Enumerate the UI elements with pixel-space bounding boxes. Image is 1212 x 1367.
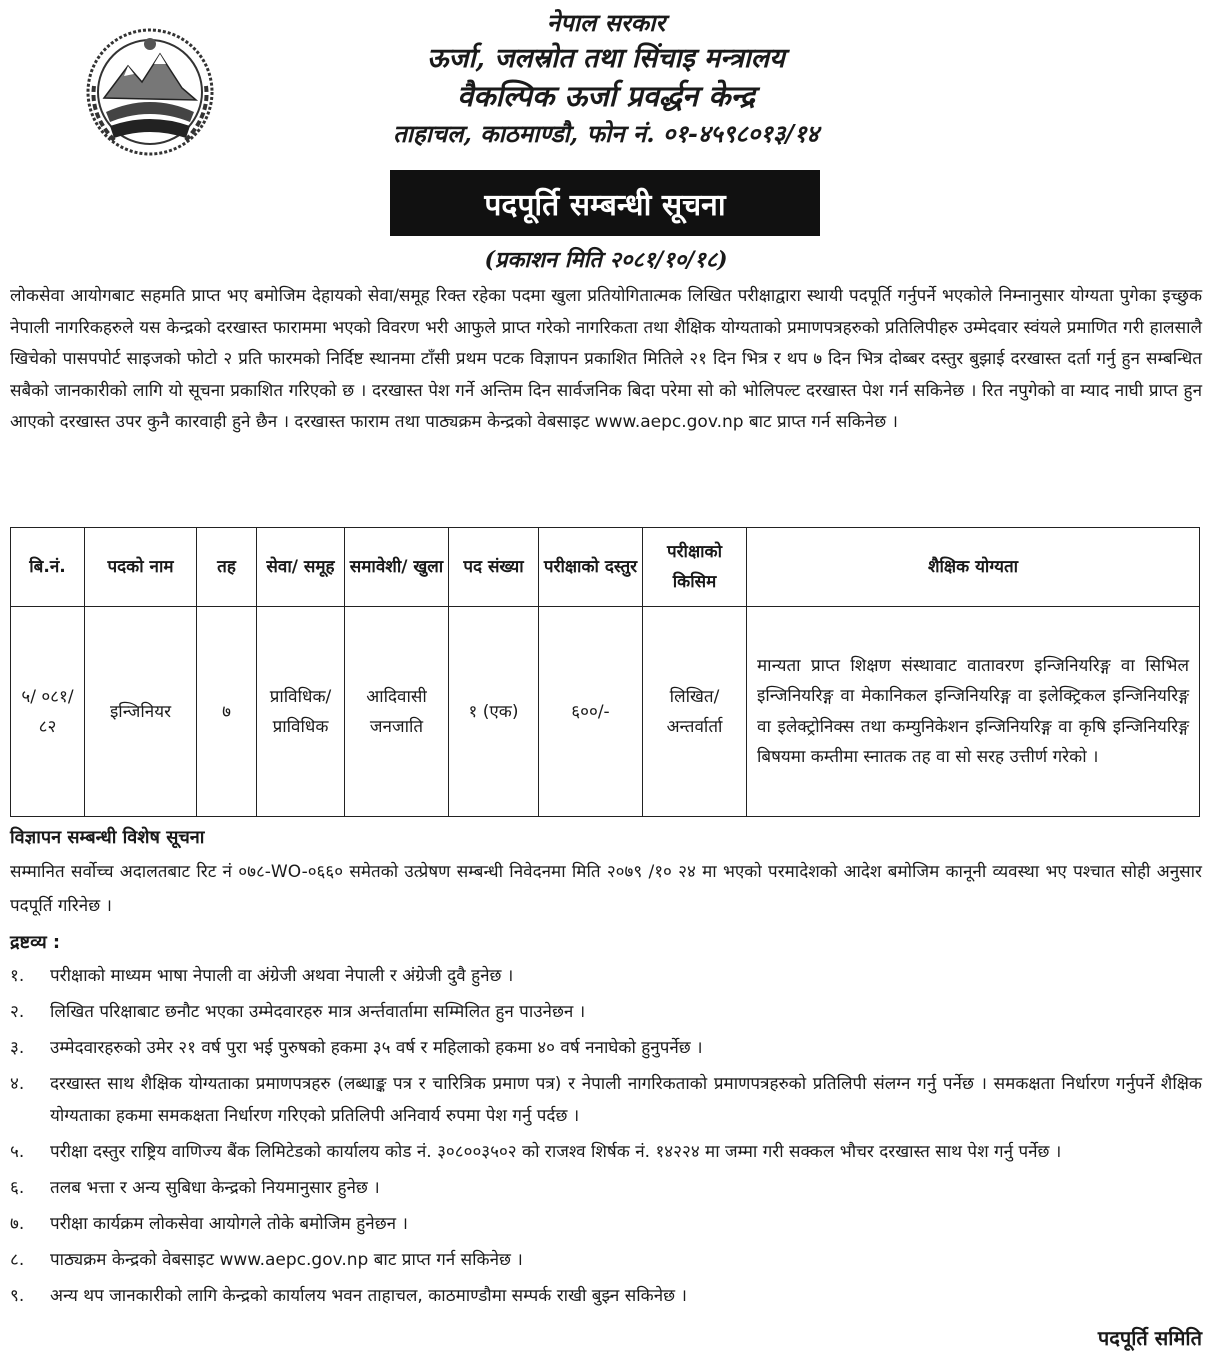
note-number: ८. bbox=[10, 1250, 25, 1270]
note-text: परीक्षा दस्तुर राष्ट्रिय वाणिज्य बैंक लिमिटेडको कार्यालय कोड नं. ३०८००३५०२ को राजश्व शिर्षक नं. १४२२४ मा जम्मा गरी सक्कल भौचर दरखास्त साथ पेश गर्नु पर्नेछ । bbox=[50, 1142, 1062, 1162]
cell-qualification: मान्यता प्राप्त शिक्षण संस्थावाट वातावरण इन्जिनियरिङ्ग वा सिभिल इन्जिनियरिङ्ग वा मेकानिकल इन्जिनियरिङ्ग वा इलेक्ट्रिकल इन्जिनियरिङ्ग वा इलेक्ट्रोनिक्स तथा कम्युनिकेशन इन्जिनियरिङ्ग वा कृषि इन्जिनियरिङ्ग बिषयमा कम्तीमा स्नातक तह वा सो सरह उत्तीर्ण गरेको । bbox=[747, 607, 1200, 817]
header-positions: पद संख्या bbox=[449, 528, 539, 607]
header-service: सेवा/ समूह bbox=[257, 528, 345, 607]
header-level: तह bbox=[197, 528, 257, 607]
notes-list bbox=[10, 960, 1202, 1316]
list-item bbox=[10, 1208, 1202, 1240]
special-notice-text: सम्मानित सर्वोच्च अदालतबाट रिट नं ०७८-WO-०६६० समेतको उत्प्रेषण सम्बन्धी निवेदनमा मिति २०७९ /१० २४ मा भएको परमादेशको आदेश बमोजिम कानूनी व्यवस्था भए पश्चात सोही अनुसार पदपूर्ति गरिनेछ । bbox=[10, 862, 1202, 916]
note-number: ५. bbox=[10, 1142, 25, 1162]
list-item bbox=[10, 996, 1202, 1028]
table-header-row bbox=[11, 528, 1200, 607]
note-text: दरखास्त साथ शैक्षिक योग्यताका प्रमाणपत्रहरु (लब्धाङ्क पत्र र चारित्रिक प्रमाण पत्र) र नेपाली नागरिकताको प्रमाणपत्रहरुको प्रतिलिपी संलग्न गर्नु पर्नेछ । समकक्षता निर्धारण गर्नुपर्ने शैक्षिक योग्यताका हकमा समकक्षता निर्धारण गरिएको प्रतिलिपी अनिवार्य रुपमा पेश गर्नु पर्दछ । bbox=[50, 1074, 1202, 1126]
note-text: लिखित परिक्षाबाट छनौट भएका उम्मेदवारहरु मात्र अर्न्तवार्तामा सम्मिलित हुन पाउनेछन । bbox=[50, 1002, 586, 1022]
notice-title-text: पदपूर्ति सम्बन्धी सूचना bbox=[484, 187, 726, 223]
header-sn: बि.नं. bbox=[11, 528, 85, 607]
ministry-name: ऊर्जा, जलस्रोत तथा सिंचाइ मन्त्रालय bbox=[427, 43, 785, 74]
note-number: ९. bbox=[10, 1286, 25, 1306]
cell-post-name: इन्जिनियर bbox=[85, 607, 197, 817]
list-item bbox=[10, 960, 1202, 992]
note-number: ६. bbox=[10, 1178, 25, 1198]
header-inclusion: समावेशी/ खुला bbox=[345, 528, 449, 607]
table-row bbox=[11, 607, 1200, 817]
note-text: परीक्षा कार्यक्रम लोकसेवा आयोगले तोके बमोजिम हुनेछन । bbox=[50, 1214, 408, 1234]
vacancy-table bbox=[10, 527, 1200, 817]
cell-level: ७ bbox=[197, 607, 257, 817]
special-notice-title: विज्ञापन सम्बन्धी विशेष सूचना bbox=[10, 827, 205, 848]
header-qualification: शैक्षिक योग्यता bbox=[747, 528, 1200, 607]
header-exam-fee: परीक्षाको दस्तुर bbox=[539, 528, 643, 607]
notice-intro-paragraph: लोकसेवा आयोगबाट सहमति प्राप्त भए बमोजिम देहायको सेवा/समूह रिक्त रहेका पदमा खुला प्रतियोगितात्मक लिखित परीक्षाद्वारा स्थायी पदपूर्ति गर्नुपर्ने भएकोले निम्नानुसार योग्यता पुगेका इच्छुक नेपाली नागरिकहरुले यस केन्द्रको दरखास्त फाराममा भएको विवरण भरी आफुले प्राप्त गरेको नागरिकता तथा शैक्षिक योग्यताको प्रमाणपत्रहरुको प्रतिलिपीहरु उम्मेदवार स्वंयले प्रमाणित गरी हालसालै खिचेको पासपपोर्ट साइजको फोटो २ प्रति फारमको निर्दिष्ट स्थानमा टाँसी प्रथम पटक विज्ञापन प्रकाशित मितिले २१ दिन भित्र र थप ७ दिन भित्र दोब्बर दस्तुर बुझाई दरखास्त दर्ता गर्नु हुन सम्बन्धित सबैको जानकारीको लागि यो सूचना प्रकाशित गरिएको छ । दरखास्त पेश गर्ने अन्तिम दिन सार्वजनिक बिदा परेमा सो को भोलिपल्ट दरखास्त पेश गर्न सकिनेछ । रित नपुगेको वा म्याद नाघी प्राप्त हुन आएको दरखास्त उपर कुनै कारवाही हुने छैन । दरखास्त फाराम तथा पाठ्यक्रम केन्द्रको वेबसाइट www.aepc.gov.np बाट प्राप्त गर्न सकिनेछ । bbox=[10, 286, 1202, 432]
cell-service: प्राविधिक/ प्राविधिक bbox=[257, 607, 345, 817]
organization-name: वैकल्पिक ऊर्जा प्रवर्द्धन केन्द्र bbox=[457, 79, 755, 113]
note-text: पाठ्यक्रम केन्द्रको वेबसाइट www.aepc.gov.np बाट प्राप्त गर्न सकिनेछ । bbox=[50, 1250, 523, 1270]
list-item bbox=[10, 1244, 1202, 1276]
note-number: २. bbox=[10, 1002, 25, 1022]
letterhead bbox=[0, 6, 1212, 152]
note-text: परीक्षाको माध्यम भाषा नेपाली वा अंग्रेजी अथवा नेपाली र अंग्रेजी दुवै हुनेछ । bbox=[50, 966, 514, 986]
government-name: नेपाल सरकार bbox=[546, 8, 666, 37]
note-number: १. bbox=[10, 966, 25, 986]
cell-exam-type: लिखित/ अन्तर्वार्ता bbox=[643, 607, 747, 817]
notice-title bbox=[390, 170, 820, 236]
note-number: ७. bbox=[10, 1214, 25, 1234]
list-item bbox=[10, 1032, 1202, 1064]
cell-exam-fee: ६००/- bbox=[539, 607, 643, 817]
note-text: तलब भत्ता र अन्य सुबिधा केन्द्रको नियमानुसार हुनेछ । bbox=[50, 1178, 380, 1198]
list-item bbox=[10, 1068, 1202, 1132]
note-number: ४. bbox=[10, 1074, 25, 1094]
note-text: उम्मेदवारहरुको उमेर २१ वर्ष पुरा भई पुरुषको हकमा ३५ वर्ष र महिलाको हकमा ४० वर्ष ननाघेको हुनुपर्नेछ । bbox=[50, 1038, 703, 1058]
signature-committee: पदपूर्ति समिति bbox=[1097, 1326, 1202, 1350]
cell-positions: १ (एक) bbox=[449, 607, 539, 817]
publication-date: (प्रकाशन मिति २०८१/१०/१८) bbox=[484, 247, 728, 273]
header-post-name: पदको नाम bbox=[85, 528, 197, 607]
note-number: ३. bbox=[10, 1038, 25, 1058]
list-item bbox=[10, 1280, 1202, 1312]
header-exam-type: परीक्षाको किसिम bbox=[643, 528, 747, 607]
notes-title: द्रष्टव्य : bbox=[10, 932, 61, 953]
cell-inclusion: आदिवासी जनजाति bbox=[345, 607, 449, 817]
cell-sn: ५/ ०८१/ ८२ bbox=[11, 607, 85, 817]
organization-address: ताहाचल, काठमाण्डौ, फोन नं. ०१-४५९८०१३/१४ bbox=[393, 119, 819, 148]
list-item bbox=[10, 1172, 1202, 1204]
list-item bbox=[10, 1136, 1202, 1168]
note-text: अन्य थप जानकारीको लागि केन्द्रको कार्यालय भवन ताहाचल, काठमाण्डौमा सम्पर्क राखी बुझ्न सकिनेछ । bbox=[50, 1286, 687, 1306]
